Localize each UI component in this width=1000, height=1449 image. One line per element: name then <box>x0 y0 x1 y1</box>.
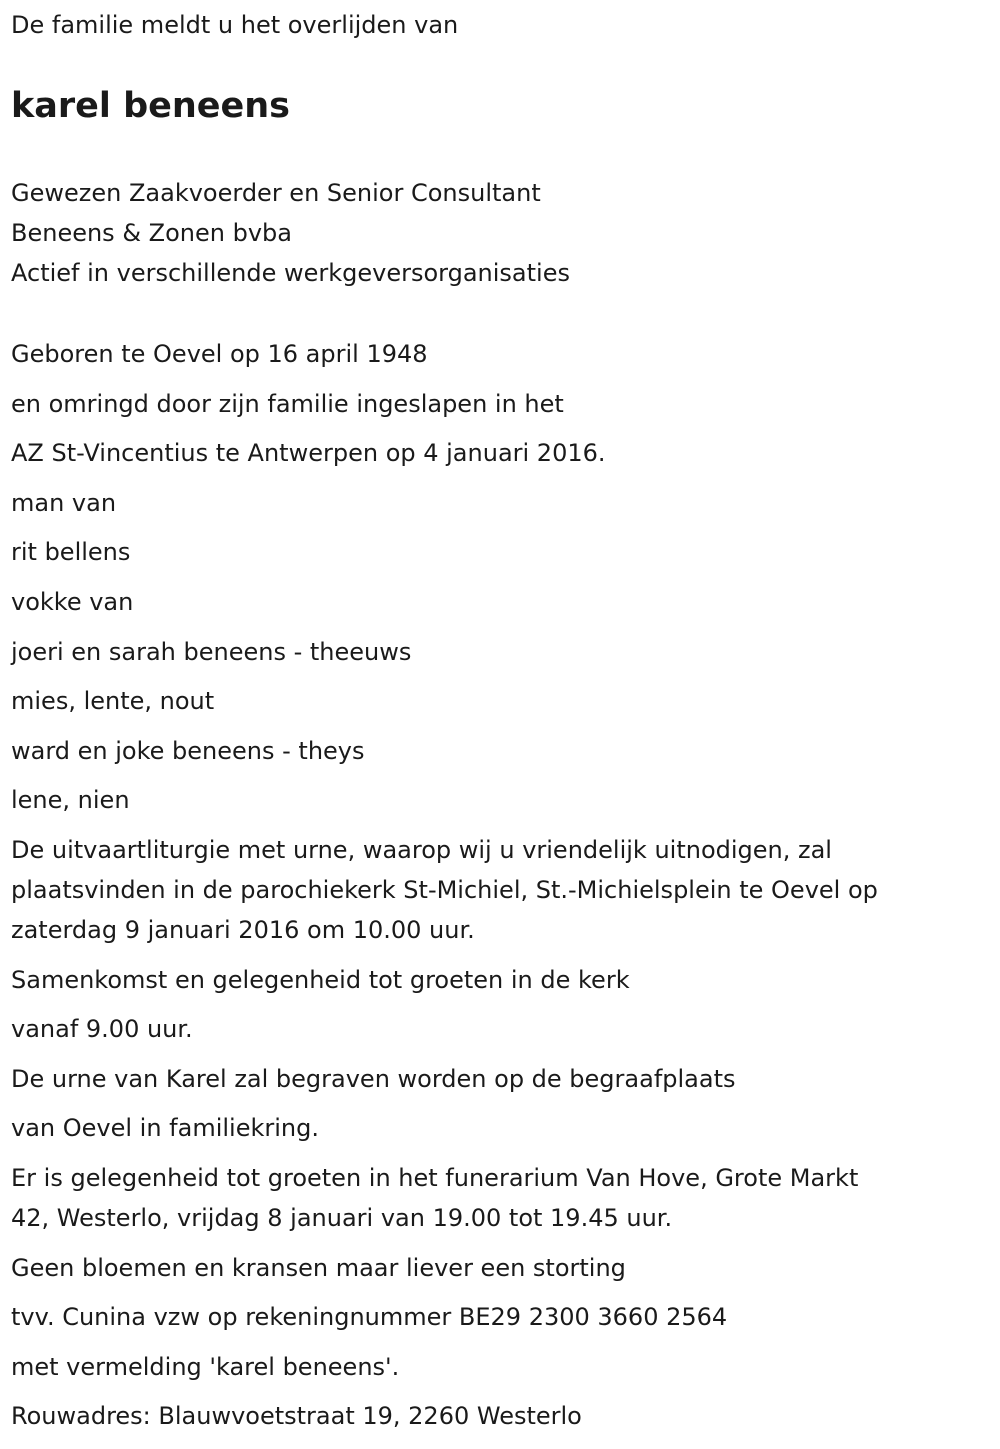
paragraph-line: lene, nien <box>11 786 130 815</box>
announcement-paragraph <box>11 1108 986 1148</box>
deceased-name: karel beneens <box>11 86 291 126</box>
paragraph-line: mies, lente, nout <box>11 687 215 716</box>
paragraph-line: Rouwadres: Blauwvoetstraat 19, 2260 Westerlo <box>11 1402 582 1431</box>
announcement-paragraph <box>11 1009 986 1049</box>
paragraph-line: vanaf 9.00 uur. <box>11 1015 193 1044</box>
paragraph-line: tvv. Cunina vzw op rekeningnummer BE29 2300 3660 2564 <box>11 1303 728 1332</box>
paragraph-line: plaatsvinden in de parochiekerk St-Michiel, St.-Michielsplein te Oevel op <box>11 875 878 904</box>
announcement-body <box>11 334 986 1446</box>
announcement-paragraph <box>11 830 986 950</box>
announcement-paragraph <box>11 1347 986 1387</box>
announcement-paragraph <box>11 681 986 721</box>
paragraph-line: AZ St-Vincentius te Antwerpen op 4 januari 2016. <box>11 439 606 468</box>
announcement-paragraph <box>11 532 986 572</box>
announcement-paragraph <box>11 334 986 374</box>
announcement-paragraph <box>11 960 986 1000</box>
paragraph-line: Geboren te Oevel op 16 april 1948 <box>11 340 428 368</box>
paragraph-line: ward en joke beneens - theys <box>11 736 365 765</box>
paragraph-line: 42, Westerlo, vrijdag 8 januari van 19.00 tot 19.45 uur. <box>11 1203 673 1232</box>
paragraph-line: De uitvaartliturgie met urne, waarop wij u vriendelijk uitnodigen, zal <box>11 835 832 864</box>
paragraph-line: van Oevel in familiekring. <box>11 1114 319 1143</box>
announcement-paragraph <box>11 1396 986 1436</box>
paragraph-line: Samenkomst en gelegenheid tot groeten in de kerk <box>11 965 630 994</box>
paragraph-line: rit bellens <box>11 538 131 567</box>
paragraph-line: De urne van Karel zal begraven worden op de begraafplaats <box>11 1064 736 1093</box>
paragraph-line: en omringd door zijn familie ingeslapen in het <box>11 389 564 418</box>
announcement-paragraph <box>11 1059 986 1099</box>
announcement-paragraph <box>11 1297 986 1337</box>
paragraph-line: man van <box>11 488 117 517</box>
announcement-paragraph <box>11 632 986 672</box>
title-line: Gewezen Zaakvoerder en Senior Consultant <box>11 179 541 207</box>
paragraph-line: zaterdag 9 januari 2016 om 10.00 uur. <box>11 915 475 944</box>
announcement-paragraph <box>11 1158 986 1238</box>
announcement-paragraph <box>11 384 986 424</box>
announcement-paragraph <box>11 483 986 523</box>
announcement-paragraph <box>11 731 986 771</box>
title-line: Beneens & Zonen bvba <box>11 219 292 247</box>
paragraph-line: Er is gelegenheid tot groeten in het funerarium Van Hove, Grote Markt <box>11 1163 859 1192</box>
announcement-paragraph <box>11 1248 986 1288</box>
titles-block <box>11 173 570 293</box>
paragraph-line: met vermelding 'karel beneens'. <box>11 1352 400 1381</box>
paragraph-line: vokke van <box>11 587 134 616</box>
paragraph-line: joeri en sarah beneens - theeuws <box>11 637 412 666</box>
intro-text: De familie meldt u het overlijden van <box>11 11 459 39</box>
announcement-paragraph <box>11 780 986 820</box>
title-line: Actief in verschillende werkgeversorganisaties <box>11 259 570 287</box>
announcement-paragraph <box>11 582 986 622</box>
announcement-paragraph <box>11 433 986 473</box>
paragraph-line: Geen bloemen en kransen maar liever een storting <box>11 1253 626 1282</box>
